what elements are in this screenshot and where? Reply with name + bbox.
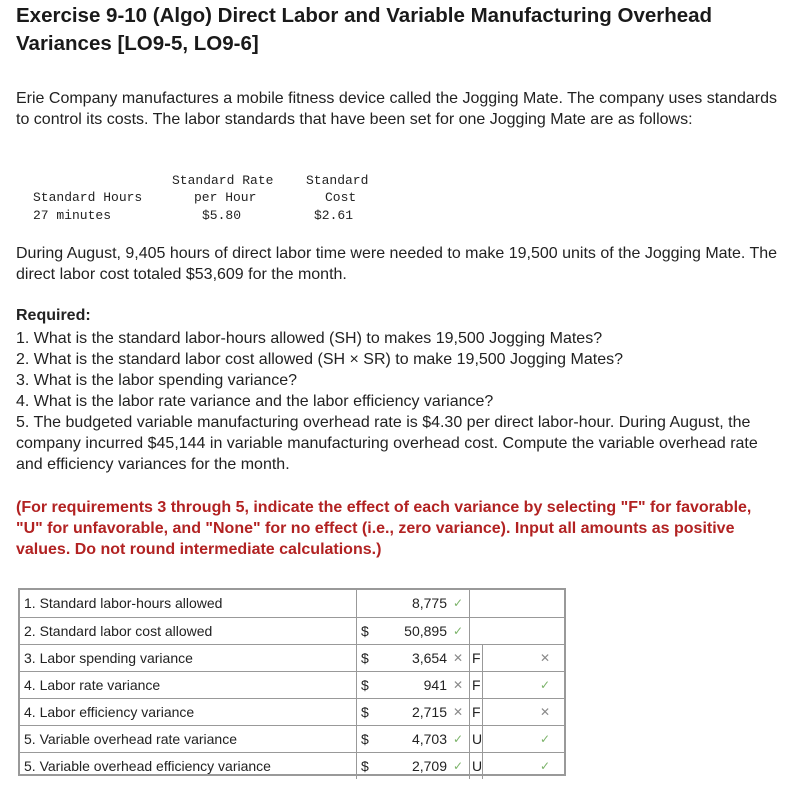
effect-select[interactable] [468,672,483,698]
cross-icon: ✕ [452,705,463,719]
header-cost: Cost [325,190,357,205]
intro-paragraph: Erie Company manufactures a mobile fitness device called the Jogging Mate. The company uses standards to control its costs. The labor standards that have been set for one Jogging Mate are as follows: [16,90,777,128]
check-icon: ✓ [540,759,551,773]
labor-standards-table [0,172,400,232]
answer-row [20,644,564,671]
answer-label: 3. Labor spending variance [24,650,193,666]
check-icon: ✓ [452,759,463,773]
check-icon: ✓ [540,678,551,692]
answer-input[interactable] [356,699,470,725]
effect-value: U [472,758,483,774]
answer-label: 2. Standard labor cost allowed [24,623,213,639]
answer-input[interactable] [356,645,470,671]
dollar-sign: $ [361,731,369,747]
answer-label: 5. Variable overhead efficiency variance [24,758,271,774]
cross-icon: ✕ [540,705,551,719]
answer-label: 5. Variable overhead rate variance [24,731,237,747]
required-item: 2. What is the standard labor cost allowed (SH × SR) to make 19,500 Jogging Mates? [16,351,623,368]
dollar-sign: $ [361,677,369,693]
answer-row [20,698,564,725]
answer-row [20,590,564,617]
required-item: 1. What is the standard labor-hours allowed (SH) to makes 19,500 Jogging Mates? [16,330,603,347]
standard-hours-value: 27 minutes [33,208,112,223]
dollar-sign: $ [361,704,369,720]
instructions-note: (For requirements 3 through 5, indicate the effect of each variance by selecting "F" for favorable, "U" for unfavorable, and "None" for no effect (i.e., zero variance). Input all amounts as positive values. Do not round intermediate calculations.) [16,499,752,558]
cross-icon: ✕ [540,651,551,665]
dollar-sign: $ [361,650,369,666]
effect-value: F [472,704,481,720]
answer-value: 941 [423,677,447,693]
answer-value: 2,709 [411,758,447,774]
effect-select[interactable] [468,753,483,779]
standard-rate-value: $5.80 [202,208,242,223]
header-standard: Standard [306,173,369,188]
answer-value: 3,654 [411,650,447,666]
check-icon: ✓ [452,624,463,638]
answer-input[interactable] [356,590,470,617]
cross-icon: ✕ [452,651,463,665]
answer-input[interactable] [356,753,470,779]
effect-select[interactable] [468,645,483,671]
answer-input[interactable] [356,618,470,644]
check-icon: ✓ [452,732,463,746]
august-paragraph: During August, 9,405 hours of direct labor time were needed to make 19,500 units of the Jogging Mate. The direct labor cost totaled $53,609 for the month. [16,245,778,283]
required-heading: Required: [16,307,91,324]
answer-row [20,725,564,752]
answer-input[interactable] [356,726,470,752]
standard-cost-value: $2.61 [314,208,354,223]
answer-value: 50,895 [404,623,447,639]
answer-row [20,671,564,698]
header-standard-hours: Standard Hours [33,190,143,205]
answer-label: 4. Labor efficiency variance [24,704,195,720]
required-item: 3. What is the labor spending variance? [16,372,298,389]
effect-select[interactable] [468,699,483,725]
answer-label: 1. Standard labor-hours allowed [24,595,223,611]
effect-value: U [472,731,483,747]
check-icon: ✓ [452,596,463,610]
answer-value: 8,775 [411,595,447,611]
check-icon: ✓ [540,732,551,746]
effect-value: F [472,650,481,666]
answer-table [18,588,566,776]
required-item: 5. The budgeted variable manufacturing overhead rate is $4.30 per direct labor-hour. During August, the company incurred $45,144 in variable manufacturing overhead cost. Compute the variable overhead rate and efficiency variances for the month. [16,414,758,473]
dollar-sign: $ [361,758,369,774]
exercise-title: Exercise 9-10 (Algo) Direct Labor and Variable Manufacturing Overhead Variances [LO9-5, LO9-6] [16,4,713,55]
answer-value: 2,715 [411,704,447,720]
effect-select[interactable] [468,726,483,752]
answer-input[interactable] [356,672,470,698]
header-standard-rate: Standard Rate [172,173,274,188]
answer-row [20,617,564,644]
dollar-sign: $ [361,623,369,639]
answer-row [20,752,564,779]
header-per-hour: per Hour [194,190,257,205]
required-item: 4. What is the labor rate variance and the labor efficiency variance? [16,393,494,410]
cross-icon: ✕ [452,678,463,692]
effect-value: F [472,677,481,693]
required-list [16,328,778,475]
answer-label: 4. Labor rate variance [24,677,161,693]
answer-value: 4,703 [411,731,447,747]
